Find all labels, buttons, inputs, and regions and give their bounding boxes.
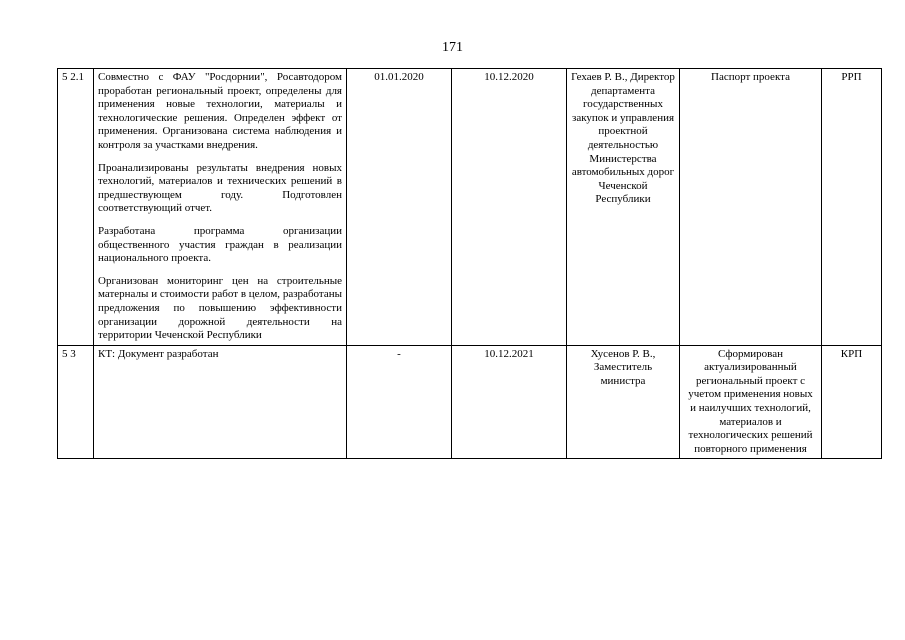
row-result: Паспорт проекта <box>680 69 822 346</box>
row-description <box>94 345 347 459</box>
row-description <box>94 69 347 346</box>
row-start-date: 01.01.2020 <box>347 69 452 346</box>
row-end-date: 10.12.2020 <box>452 69 567 346</box>
row-responsible: Гехаев Р. В., Директор департамента государственных закупок и управления проектной деятельностью Министерства автомобильных дорог Чеченской Республики <box>567 69 680 346</box>
row-start-date: - <box>347 345 452 459</box>
row-end-date: 10.12.2021 <box>452 345 567 459</box>
row-level: РРП <box>822 69 882 346</box>
row-number: 5 2.1 <box>58 69 94 346</box>
description-paragraph: Проанализированы результаты внедрения новых технологий, материалов и технических решений в предшествующем году. Подготовлен соответствующий отчет. <box>98 161 342 215</box>
row-result: Сформирован актуализированный региональный проект с учетом применения новых и наилучших технологий, материалов и технологических решений повторного применения <box>680 345 822 459</box>
row-responsible: Хусенов Р. В., Заместитель министра <box>567 345 680 459</box>
description-paragraph: Разработана программа организации общественного участия граждан в реализации национального проекта. <box>98 224 342 265</box>
row-number: 5 3 <box>58 345 94 459</box>
description-paragraph: КТ: Документ разработан <box>98 347 219 360</box>
page-number: 171 <box>442 40 463 55</box>
description-paragraph: Совместно с ФАУ "Росдорнии", Росавтодором проработан региональный проект, определены для применения новые технологии, материалы и технологические решения. Определен эффект от применения. Организована система наблюдения и контроля за участками внедрения. <box>98 71 342 151</box>
row-level: КРП <box>822 345 882 459</box>
plan-table <box>57 68 882 459</box>
description-paragraph: Организован мониторинг цен на строительные матерналы и стоимости работ в целом, разработаны предложения по повышению эффективности организации дорожной деятельности на территории Чеченской Республики <box>98 274 342 342</box>
table-row <box>58 345 882 459</box>
table-row <box>58 69 882 346</box>
